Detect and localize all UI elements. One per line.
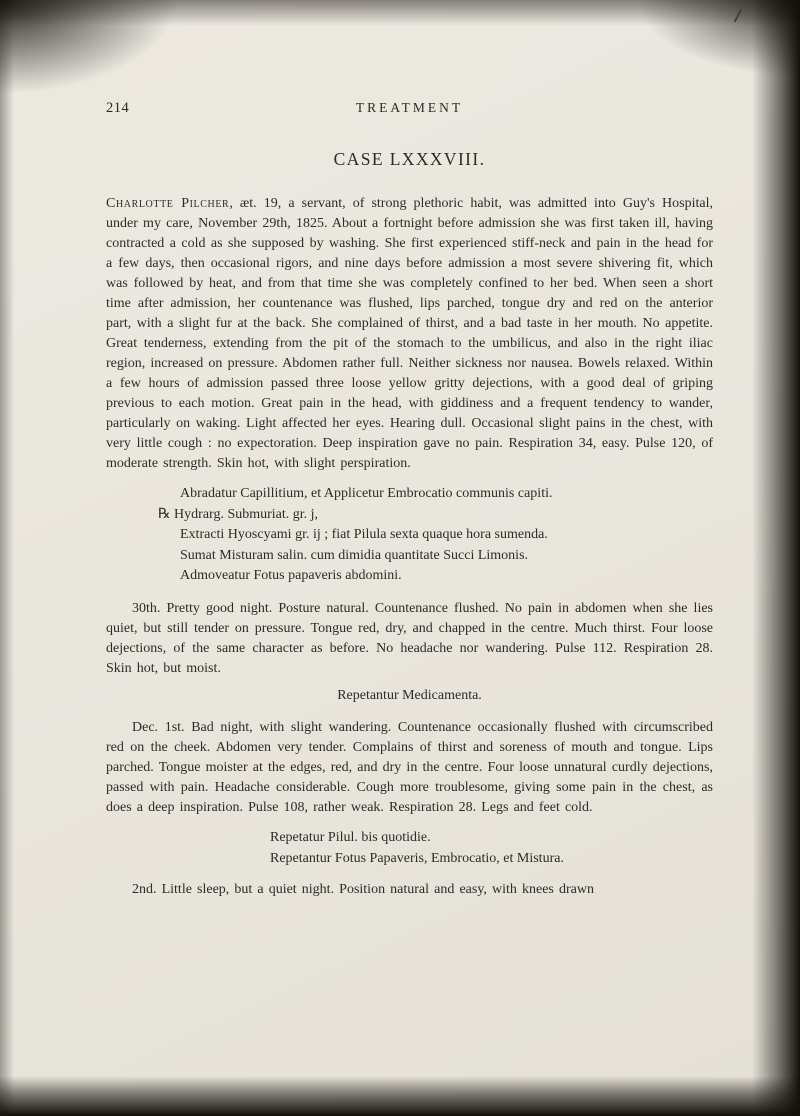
prescription-line: Extracti Hyoscyami gr. ij ; fiat Pilula sexta quaque hora sumenda. <box>180 527 548 542</box>
prescription-line: Admoveatur Fotus papaveris abdomini. <box>180 568 402 583</box>
prescription-block <box>158 484 713 587</box>
page-edge-right <box>752 0 800 1116</box>
page-edge-left <box>0 0 14 1116</box>
prescription-line: Abradatur Capillitium, et Applicetur Embrocatio communis capiti. <box>180 486 553 501</box>
text-block <box>106 0 713 900</box>
running-header: TREATMENT <box>355 100 464 115</box>
entry-paragraph-dec-1st: Dec. 1st. Bad night, with slight wandering. Countenance occasionally flushed with circumscribed red on the cheek. Abdomen very tender. Complains of thirst and soreness of mouth and tongue. Lips parched. Tongue moister at the edges, red, and dry in the centre. Four loose unnatural curdly dejections, passed with pain. Headache considerable. Cough more troublesome, giving some pain in the chest, as does a deep inspiration. Pulse 108, rather weak. Respiration 28. Legs and feet cold. <box>106 719 713 815</box>
directive-block <box>270 827 713 869</box>
directive-line: Repetatur Pilul. bis quotidie. <box>270 829 431 845</box>
entry-paragraph-2nd: 2nd. Little sleep, but a quiet night. Position natural and easy, with knees drawn <box>132 881 594 897</box>
case-intro-text: , æt. 19, a servant, of strong plethoric habit, was admitted into Guy's Hospital, under my care, November 29th, 1825. About a fortnight before admission she was first taken ill, having contracted a cold as she supposed by washing. She first experienced stiff-neck and pain in the head for a few days, then occasional rigors, and nine days before admission a most severe shivering fit, which was followed by heat, and from that time she was completely confined to her bed. When seen a short time after admission, her countenance was flushed, lips parched, tongue dry and red on the anterior part, with a slight fur at the back. She complained of thirst, and a bad taste in her mouth. No appetite. Great tenderness, extending from the pit of the stomach to the umbilicus, and also in the right iliac region, increased on pressure. Abdomen rather full. Neither sickness nor nausea. Bowels relaxed. Within a few hours of admission passed three loose yellow gritty dejections, with a good deal of griping previous to each motion. Great pain in the head, with giddiness and a frequent tendency to wander, particularly on waking. Light affected her eyes. Hearing dull. Occasional slight pains in the chest, with very little cough : no expectoration. Deep inspiration gave no pain. Respiration 34, easy. Pulse 120, of moderate strength. Skin hot, with slight perspiration. <box>106 196 713 471</box>
page-edge-bottom <box>0 1076 800 1116</box>
case-title: CASE LXXXVIII. <box>333 149 486 169</box>
patient-name: Charlotte Pilcher <box>106 196 230 211</box>
page-corner-top-left <box>0 0 180 95</box>
case-intro-paragraph <box>106 194 713 474</box>
prescription-line: Sumat Misturam salin. cum dimidia quantitate Succi Limonis. <box>180 547 529 563</box>
directive-repetantur-medicamenta: Repetantur Medicamenta. <box>337 687 482 703</box>
directive-line: Repetantur Fotus Papaveris, Embrocatio, et Mistura. <box>270 850 564 866</box>
entry-paragraph-30th: 30th. Pretty good night. Posture natural. Countenance flushed. No pain in abdomen when she lies quiet, but still tender on pressure. Tongue red, dry, and chapped in the centre. Much thirst. Four loose dejections, of the same character as before. No headache nor wandering. Pulse 112. Respiration 28. Skin hot, but moist. <box>106 600 713 676</box>
page-number: 214 <box>106 100 130 116</box>
prescription-line-rx: ℞ Hydrarg. Submuriat. gr. j, <box>158 506 319 522</box>
page-header <box>106 100 713 117</box>
